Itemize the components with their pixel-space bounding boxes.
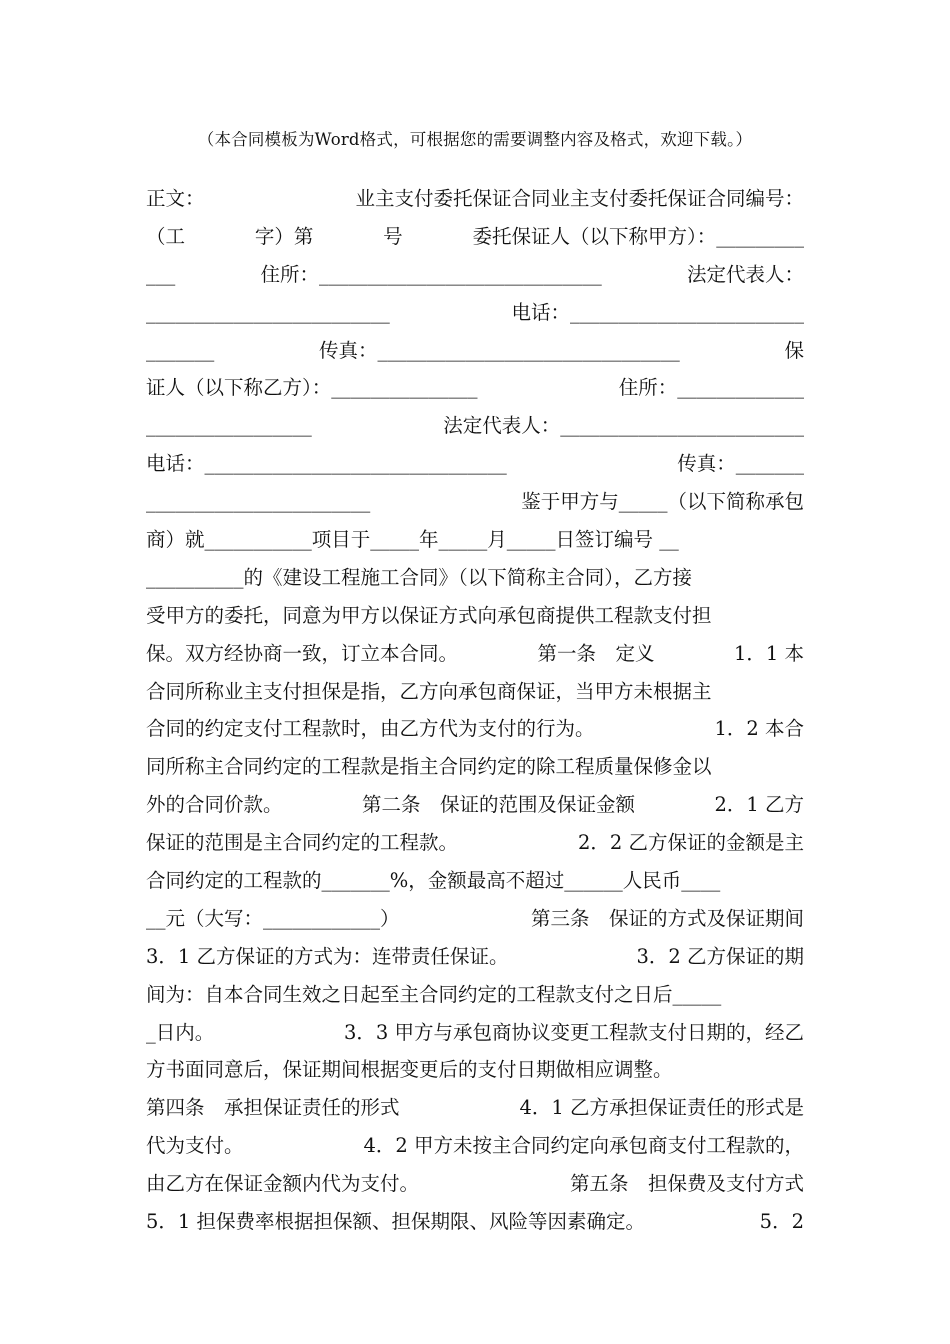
text-segment: 鉴于甲方与_____（以下简称承包 <box>521 490 804 514</box>
text-segment: 4．2 甲方未按主合同约定向承包商支付工程款的， <box>363 1134 804 1158</box>
text-segment: 1．2 本合 <box>714 717 804 741</box>
text-segment: 第四条 承担保证责任的形式 <box>146 1096 400 1120</box>
contract-body-text <box>146 180 804 1241</box>
text-segment: __元（大写：____________） <box>146 906 400 930</box>
text-line <box>146 1127 804 1165</box>
text-segment: 商）就___________项目于_____年_____月_____日签订编号 __ <box>146 528 679 552</box>
text-segment: 证人（以下称乙方）：_______________ <box>146 376 478 400</box>
text-segment: 住所：_____________ <box>618 376 804 400</box>
text-segment: 第五条 担保费及支付方式 <box>569 1172 804 1196</box>
text-segment: _________________________ <box>146 300 390 324</box>
text-segment: 电话：_______________________________ <box>146 452 507 476</box>
text-line <box>146 180 804 218</box>
text-segment: 合同的约定支付工程款时，由乙方代为支付的行为。 <box>146 717 595 741</box>
text-segment: 号 <box>383 224 403 248</box>
text-segment: 传真：_______ <box>677 452 804 476</box>
text-line <box>146 559 804 597</box>
text-line <box>146 483 804 521</box>
text-segment: 受甲方的委托，同意为甲方以保证方式向承包商提供工程款支付担 <box>146 603 712 627</box>
text-segment: 方书面同意后，保证期间根据变更后的支付日期做相应调整。 <box>146 1058 673 1082</box>
text-segment: 住所：_____________________________ <box>260 262 602 286</box>
text-line <box>146 976 804 1014</box>
text-line <box>146 332 804 370</box>
text-segment: 业主支付委托保证合同业主支付委托保证合同编号： <box>355 187 804 210</box>
text-segment: 传真：_______________________________ <box>318 338 680 362</box>
text-line <box>146 218 804 256</box>
text-segment: 字）第 <box>254 224 314 248</box>
text-line <box>146 521 804 559</box>
text-segment: 3．3 甲方与承包商协议变更工程款支付日期的，经乙 <box>343 1020 804 1044</box>
text-segment: __________的《建设工程施工合同》（以下简称主合同），乙方接 <box>146 565 693 589</box>
text-line <box>146 597 804 635</box>
text-segment: 外的合同价款。 <box>146 793 283 817</box>
text-segment: 代为支付。 <box>146 1134 244 1158</box>
text-segment: 同所称主合同约定的工程款是指主合同约定的除工程质量保修金以 <box>146 755 712 779</box>
text-line <box>146 1089 804 1127</box>
text-segment: _______________________ <box>146 490 371 514</box>
text-segment: 合同所称业主支付担保是指，乙方向承包商保证，当甲方未根据主 <box>146 679 712 703</box>
text-line <box>146 1165 804 1203</box>
text-segment: 法定代表人：_________________________ <box>443 414 804 438</box>
text-segment: 2．1 乙方 <box>714 793 804 817</box>
text-line <box>146 786 804 824</box>
text-line <box>146 673 804 711</box>
text-segment: 间为：自本合同生效之日起至主合同约定的工程款支付之日后_____ <box>146 982 722 1006</box>
text-line <box>146 256 804 294</box>
text-line <box>146 1203 804 1241</box>
text-line <box>146 938 804 976</box>
text-segment: 由乙方在保证金额内代为支付。 <box>146 1172 420 1196</box>
text-line <box>146 635 804 673</box>
text-segment: 5．2 <box>759 1210 804 1234</box>
text-segment: 第二条 保证的范围及保证金额 <box>361 793 635 817</box>
text-segment: （工 <box>146 224 186 248</box>
text-segment: _日内。 <box>146 1020 215 1044</box>
text-segment: 保。双方经协商一致，订立本合同。 <box>146 641 459 665</box>
text-segment: 电话：________________________ <box>511 300 804 324</box>
text-line <box>146 900 804 938</box>
text-segment: 保证的范围是主合同约定的工程款。 <box>146 831 459 855</box>
text-line <box>146 294 804 332</box>
text-segment: 委托保证人（以下称甲方）：_________ <box>472 224 804 248</box>
text-line <box>146 824 804 862</box>
text-segment: 保 <box>784 338 804 362</box>
text-segment: 5．1 担保费率根据担保额、担保期限、风险等因素确定。 <box>146 1210 646 1234</box>
template-header-note: （本合同模板为Word格式，可根据您的需要调整内容及格式，欢迎下载。） <box>197 130 753 149</box>
text-line <box>146 1014 804 1052</box>
text-segment: 合同约定的工程款的_______%，金额最高不超过______人民币____ <box>146 869 721 893</box>
text-segment: _______ <box>146 338 215 362</box>
text-segment: 2．2 乙方保证的金额是主 <box>577 831 804 855</box>
text-segment: 第三条 保证的方式及保证期间 <box>530 906 804 930</box>
text-segment: 3．2 乙方保证的期 <box>636 944 804 968</box>
text-segment: 法定代表人： <box>686 262 804 286</box>
text-segment: 正文： <box>146 187 205 210</box>
text-segment: 4．1 乙方承担保证责任的形式是 <box>519 1096 804 1120</box>
text-line <box>146 1051 804 1089</box>
text-line <box>146 710 804 748</box>
text-line <box>146 369 804 407</box>
text-segment: 3．1 乙方保证的方式为：连带责任保证。 <box>146 944 509 968</box>
text-segment: 1．1 本 <box>733 641 804 665</box>
text-line <box>146 862 804 900</box>
text-line <box>146 748 804 786</box>
text-line <box>146 445 804 483</box>
text-segment: 第一条 定义 <box>537 641 655 665</box>
text-segment: _________________ <box>146 414 312 438</box>
text-segment: ___ <box>146 262 176 286</box>
text-line <box>146 407 804 445</box>
